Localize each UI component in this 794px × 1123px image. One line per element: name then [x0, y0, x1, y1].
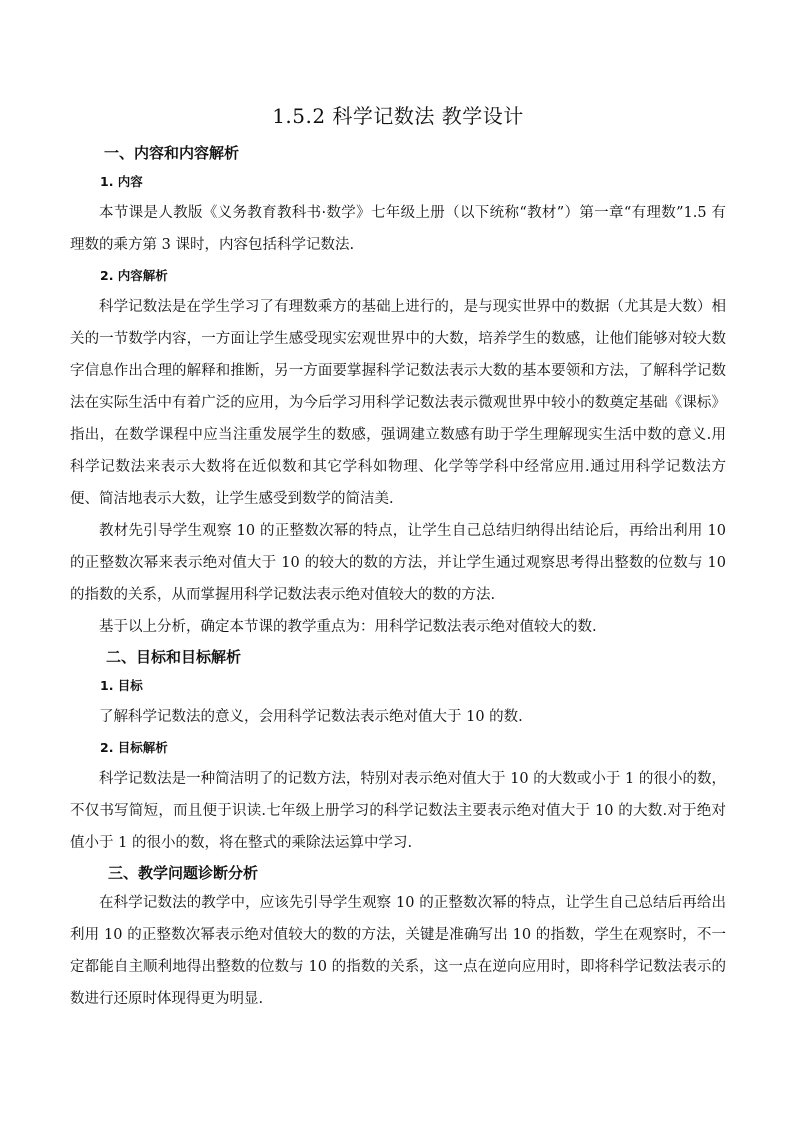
subheading-content: 1. 内容 [100, 174, 143, 189]
subheading-content-analysis: 2. 内容解析 [100, 268, 168, 283]
section-heading-2: 二、目标和目标解析 [106, 648, 242, 666]
section-heading-3: 三、教学问题诊断分析 [108, 864, 259, 882]
paragraph-textbook-approach: 教材先引导学生观察 10 的正整数次幂的特点，让学生自己总结归纳得出结论后，再给出利用 10 的正整数次幂来表示绝对值大于 10 的较大的数的方法，并让学生通过观察思考得出整数的位数与 10 的指数的关系，从而掌握用科学记数法表示绝对值较大的数的方法. [70, 523, 726, 603]
paragraph-problem-diagnosis: 在科学记数法的教学中，应该先引导学生观察 10 的正整数次幂的特点，让学生自己总结后再给出利用 10 的正整数次幂表示绝对值较大的数的方法，关键是准确写出 10 的指数，学生在观察时，不一定都能自主顺利地得出整数的位数与 10 的指数的关系，这一点在逆向应用时，即将科学记数法表示的数进行还原时体现得更为明显. [70, 895, 726, 1007]
subheading-goal-analysis: 2. 目标解析 [100, 740, 168, 755]
document-page [70, 100, 726, 1015]
paragraph-content: 本节课是人教版《义务教育教科书·数学》七年级上册（以下统称“教材”）第一章“有理数”1.5 有理数的乘方第 3 课时，内容包括科学记数法. [70, 205, 726, 253]
paragraph-goal-analysis: 科学记数法是一种简洁明了的记数方法，特别对表示绝对值大于 10 的大数或小于 1 的很小的数，不仅书写简短，而且便于识读.七年级上册学习的科学记数法主要表示绝对值大于 10 的大数.对于绝对值小于 1 的很小的数，将在整式的乘除法运算中学习. [70, 771, 726, 851]
paragraph-content-analysis: 科学记数法是在学生学习了有理数乘方的基础上进行的，是与现实世界中的数据（尤其是大数）相关的一节数学内容，一方面让学生感受现实宏观世界中的大数，培养学生的数感，让他们能够对较大数字信息作出合理的解释和推断，另一方面要掌握科学记数法表示大数的基本要领和方法，了解科学记数法在实际生活中有着广泛的应用，为今后学习用科学记数法表示微观世界中较小的数奠定基础《课标》指出，在数学课程中应当注重发展学生的数感，强调建立数感有助于学生理解现实生活中数的意义.用科学记数法来表示大数将在近似数和其它学科如物理、化学等学科中经常应用.通过用科学记数法方便、简洁地表示大数，让学生感受到数学的简洁美. [70, 299, 726, 507]
paragraph-goal: 了解科学记数法的意义，会用科学记数法表示绝对值大于 10 的数. [99, 709, 523, 725]
section-heading-1: 一、内容和内容解析 [104, 144, 240, 162]
document-title: 1.5.2 科学记数法 教学设计 [272, 104, 524, 128]
paragraph-key-point: 基于以上分析，确定本节课的教学重点为：用科学记数法表示绝对值较大的数. [99, 619, 597, 635]
subheading-goal: 1. 目标 [100, 678, 143, 693]
